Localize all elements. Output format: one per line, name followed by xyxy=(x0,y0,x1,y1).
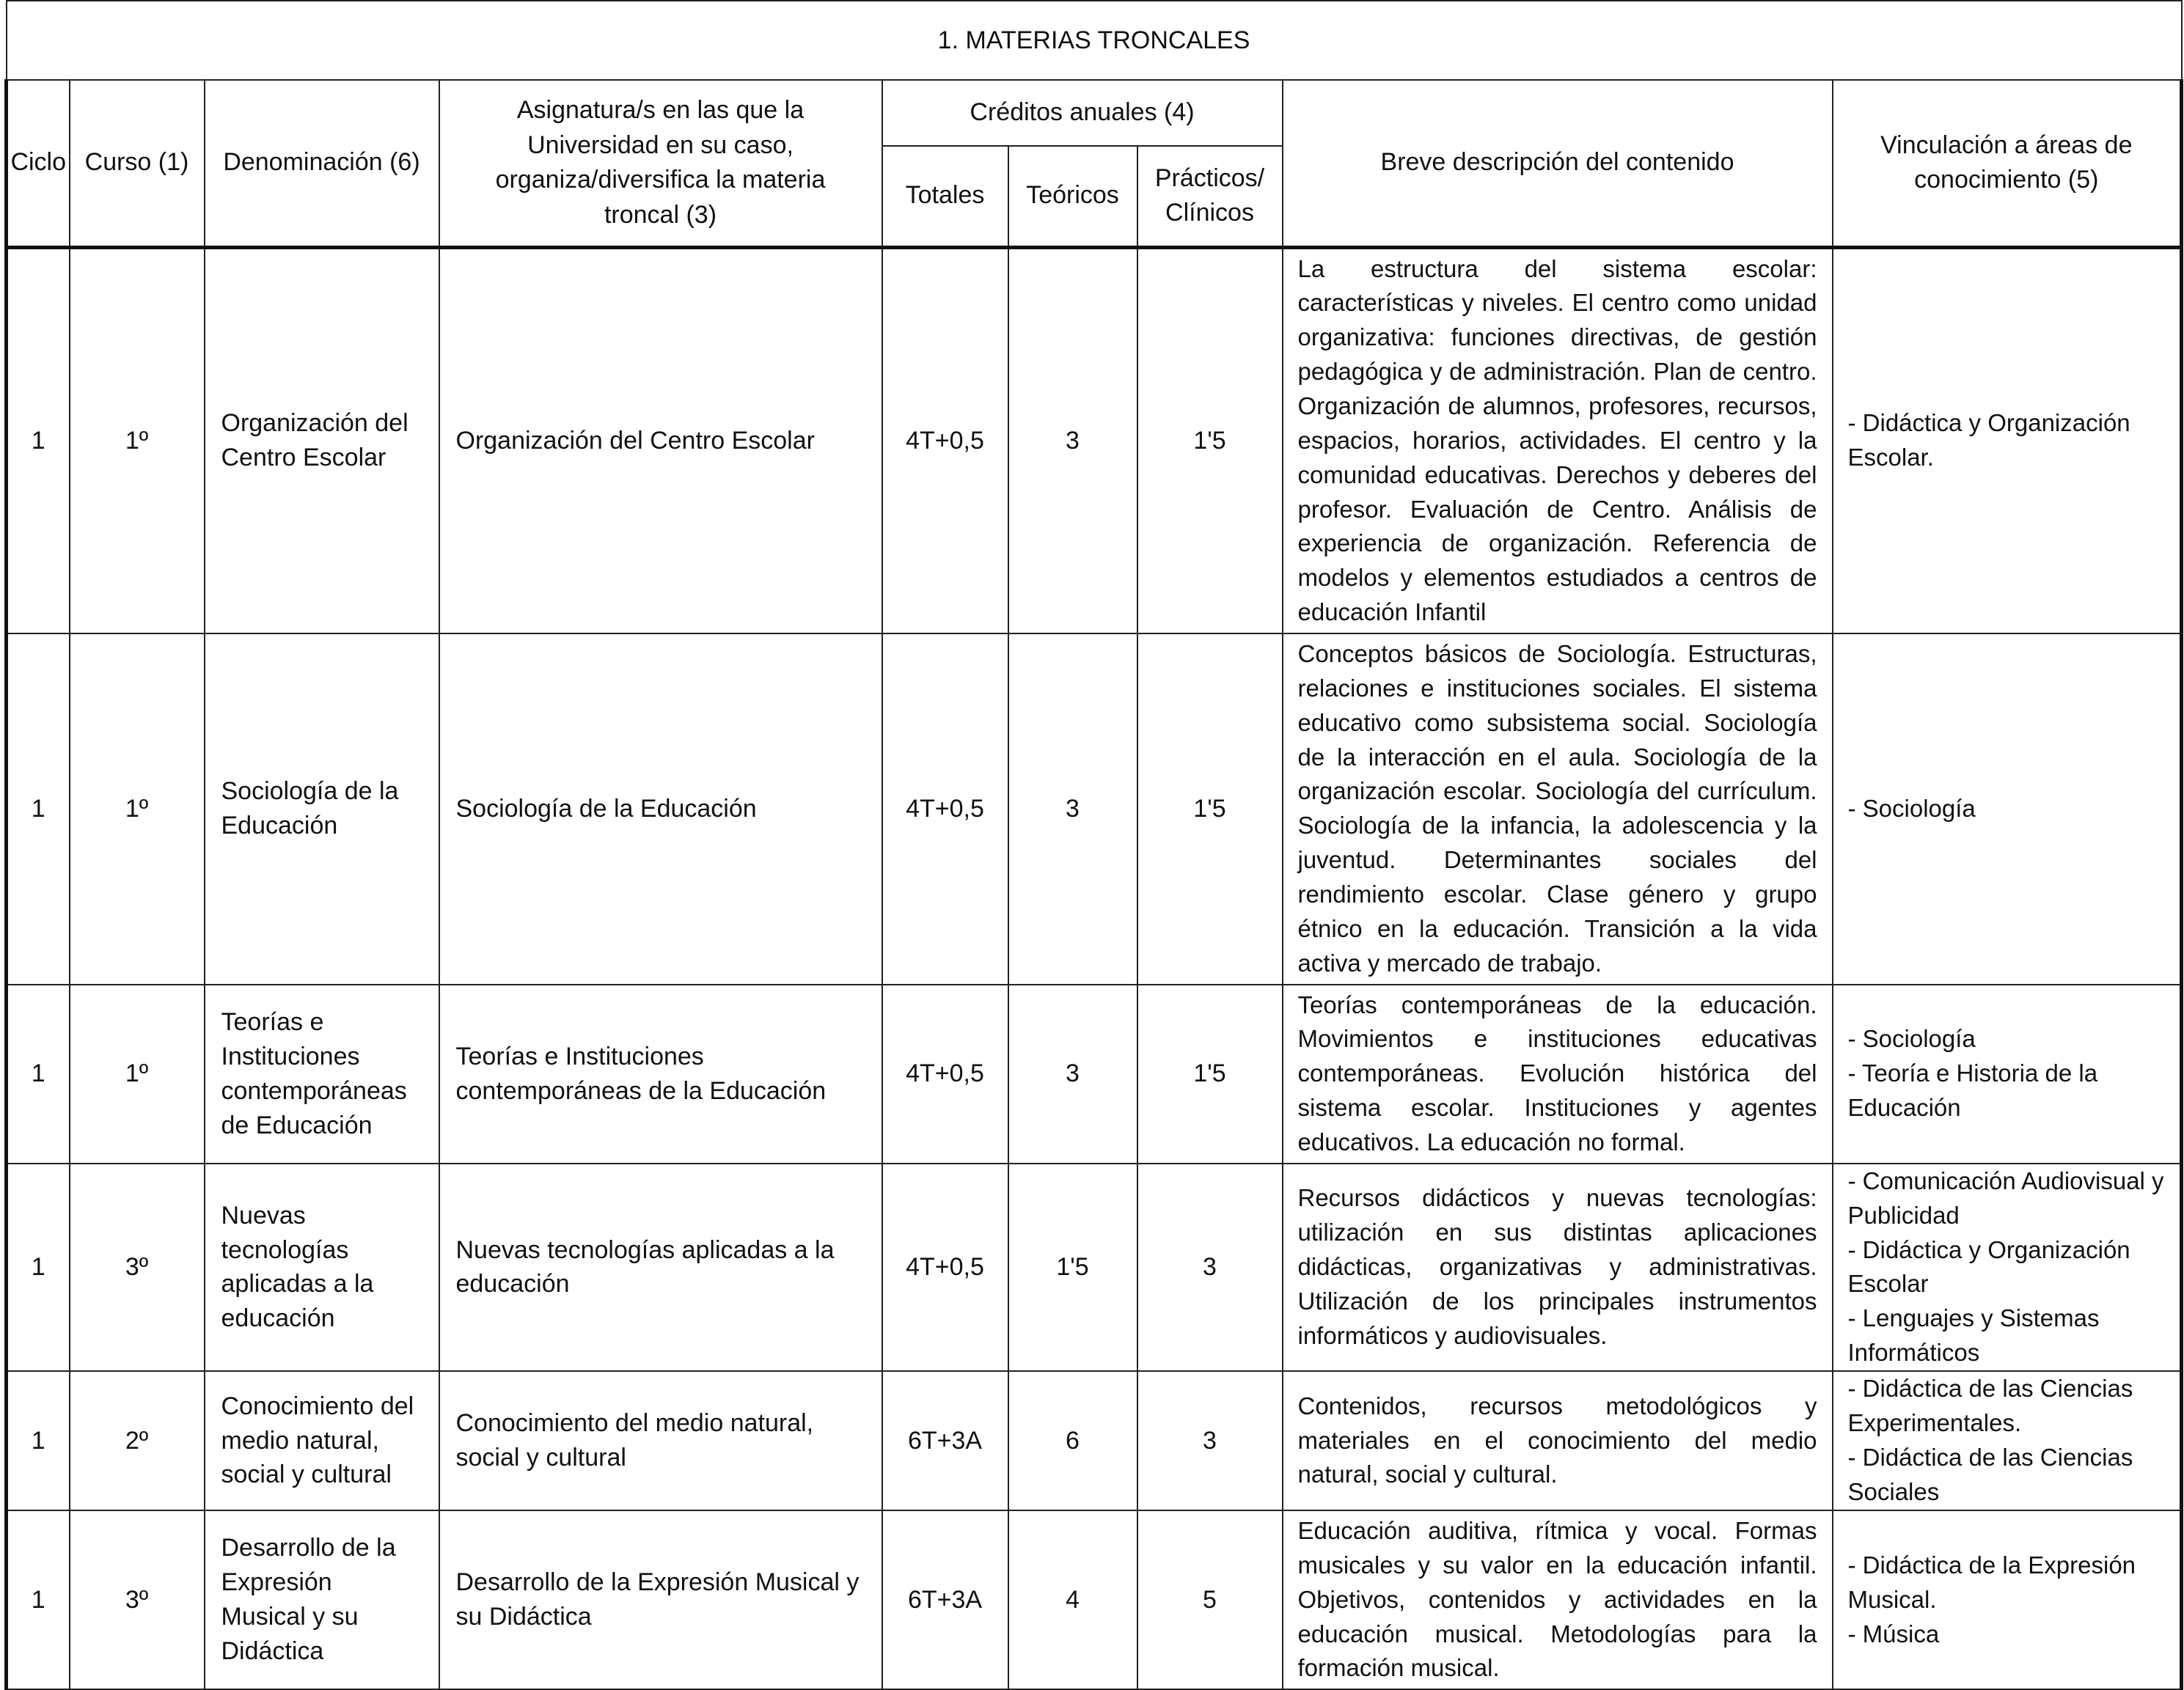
cell-teoricos: 6 xyxy=(1008,1371,1137,1510)
cell-practicos: 5 xyxy=(1137,1510,1283,1689)
cell-descripcion: Educación auditiva, rítmica y vocal. Formas musicales y su valor en la educación infantil. Objetivos, contenidos y actividades en la educación musical. Metodologías para la formación musical. xyxy=(1283,1510,1833,1689)
cell-denominacion: Organización del Centro Escolar xyxy=(205,247,439,633)
area-item: - Didáctica y Organización Escolar xyxy=(1847,1235,2130,1298)
area-item: - Didáctica de las Ciencias Experimentales. xyxy=(1847,1375,2133,1437)
header-denominacion: Denominación (6) xyxy=(205,80,439,247)
table-row xyxy=(7,985,2182,1164)
cell-denominacion: Teorías e Instituciones contemporáneas de Educación xyxy=(205,985,439,1164)
cell-denominacion: Desarrollo de la Expresión Musical y su Didáctica xyxy=(205,1510,439,1689)
cell-descripcion: Recursos didácticos y nuevas tecnologías: utilización en sus distintas aplicaciones didácticas, organizativas y administrativas. Utilización de los principales instrumentos informáticos y audiovisuales. xyxy=(1283,1164,1833,1371)
cell-curso: 1º xyxy=(70,985,205,1164)
table-row xyxy=(7,247,2182,633)
header-teoricos: Teóricos xyxy=(1008,146,1137,247)
cell-practicos: 3 xyxy=(1137,1164,1283,1371)
cell-areas xyxy=(1833,633,2182,985)
cell-descripcion: Teorías contemporáneas de la educación. Movimientos e instituciones educativas contemporáneas. Evolución histórica del sistema escolar. Instituciones y agentes educativos. La educación no formal. xyxy=(1283,985,1833,1164)
header-asignatura: Asignatura/s en las que la Universidad en su caso, organiza/diversifica la materia troncal (3) xyxy=(439,80,882,247)
cell-teoricos: 3 xyxy=(1008,985,1137,1164)
cell-practicos: 3 xyxy=(1137,1371,1283,1510)
cell-teoricos: 4 xyxy=(1008,1510,1137,1689)
cell-asignatura: Organización del Centro Escolar xyxy=(439,247,882,633)
area-item: - Didáctica y Organización Escolar. xyxy=(1847,409,2130,471)
cell-asignatura: Sociología de la Educación xyxy=(439,633,882,985)
cell-ciclo: 1 xyxy=(7,633,70,985)
area-item: - Didáctica de las Ciencias Sociales xyxy=(1847,1444,2133,1505)
cell-totales: 6T+3A xyxy=(882,1510,1008,1689)
header-descripcion: Breve descripción del contenido xyxy=(1283,80,1833,247)
table-row xyxy=(7,1510,2182,1689)
cell-asignatura: Nuevas tecnologías aplicadas a la educación xyxy=(439,1164,882,1371)
cell-practicos: 1'5 xyxy=(1137,985,1283,1164)
cell-asignatura: Desarrollo de la Expresión Musical y su Didáctica xyxy=(439,1510,882,1689)
cell-ciclo: 1 xyxy=(7,1371,70,1510)
header-creditos: Créditos anuales (4) xyxy=(882,80,1283,146)
materias-troncales-table xyxy=(4,0,2183,1690)
cell-curso: 3º xyxy=(70,1510,205,1689)
cell-totales: 6T+3A xyxy=(882,1371,1008,1510)
cell-areas xyxy=(1833,985,2182,1164)
cell-curso: 3º xyxy=(70,1164,205,1371)
table-row xyxy=(7,1371,2182,1510)
cell-denominacion: Nuevas tecnologías aplicadas a la educación xyxy=(205,1164,439,1371)
cell-ciclo: 1 xyxy=(7,1510,70,1689)
cell-descripcion: La estructura del sistema escolar: características y niveles. El centro como unidad organizativa: funciones directivas, de gestión pedagógica y de administración. Plan de centro. Organización de alumnos, profesores, recursos, espacios, horarios, actividades. El centro y la comunidad educativas. Derechos y deberes del profesor. Evaluación de Centro. Análisis de experiencia de organización. Referencia de modelos y elementos estudiados a centros de educación Infantil xyxy=(1283,247,1833,633)
cell-curso: 1º xyxy=(70,633,205,985)
table-title: 1. MATERIAS TRONCALES xyxy=(7,1,2182,80)
cell-curso: 1º xyxy=(70,247,205,633)
cell-ciclo: 1 xyxy=(7,985,70,1164)
header-ciclo: Ciclo xyxy=(7,80,70,247)
cell-descripcion: Contenidos, recursos metodológicos y materiales en el conocimiento del medio natural, social y cultural. xyxy=(1283,1371,1833,1510)
header-practicos: Prácticos/ Clínicos xyxy=(1137,146,1283,247)
header-vinculacion: Vinculación a áreas de conocimiento (5) xyxy=(1833,80,2182,247)
cell-asignatura: Conocimiento del medio natural, social y cultural xyxy=(439,1371,882,1510)
cell-teoricos: 1'5 xyxy=(1008,1164,1137,1371)
area-item: - Música xyxy=(1847,1620,1940,1647)
table-row xyxy=(7,633,2182,985)
cell-curso: 2º xyxy=(70,1371,205,1510)
cell-totales: 4T+0,5 xyxy=(882,633,1008,985)
cell-practicos: 1'5 xyxy=(1137,633,1283,985)
cell-areas xyxy=(1833,1164,2182,1371)
header-curso: Curso (1) xyxy=(70,80,205,247)
cell-denominacion: Sociología de la Educación xyxy=(205,633,439,985)
area-item: - Sociología xyxy=(1847,794,1976,822)
cell-teoricos: 3 xyxy=(1008,633,1137,985)
cell-areas xyxy=(1833,247,2182,633)
area-item: - Lenguajes y Sistemas Informáticos xyxy=(1847,1304,2100,1367)
cell-totales: 4T+0,5 xyxy=(882,247,1008,633)
cell-areas xyxy=(1833,1371,2182,1510)
cell-areas xyxy=(1833,1510,2182,1689)
cell-practicos: 1'5 xyxy=(1137,247,1283,633)
cell-teoricos: 3 xyxy=(1008,247,1137,633)
cell-ciclo: 1 xyxy=(7,1164,70,1371)
area-item: - Didáctica de la Expresión Musical. xyxy=(1847,1551,2136,1613)
area-item: - Comunicación Audiovisual y Publicidad xyxy=(1847,1167,2164,1229)
header-totales: Totales xyxy=(882,146,1008,247)
area-item: - Sociología xyxy=(1847,1025,1976,1053)
cell-asignatura: Teorías e Instituciones contemporáneas de la Educación xyxy=(439,985,882,1164)
area-item: - Teoría e Historia de la Educación xyxy=(1847,1059,2098,1122)
cell-totales: 4T+0,5 xyxy=(882,985,1008,1164)
cell-denominacion: Conocimiento del medio natural, social y cultural xyxy=(205,1371,439,1510)
table-row xyxy=(7,1164,2182,1371)
cell-ciclo: 1 xyxy=(7,247,70,633)
cell-totales: 4T+0,5 xyxy=(882,1164,1008,1371)
cell-descripcion: Conceptos básicos de Sociología. Estructuras, relaciones e instituciones sociales. El sistema educativo como subsistema social. Sociología de la interacción en el aula. Sociología de la organización escolar. Sociología del currículum. Sociología de la infancia, la adolescencia y la juventud. Determinantes sociales del rendimiento escolar. Clase género y grupo étnico en la educación. Transición a la vida activa y mercado de trabajo. xyxy=(1283,633,1833,985)
